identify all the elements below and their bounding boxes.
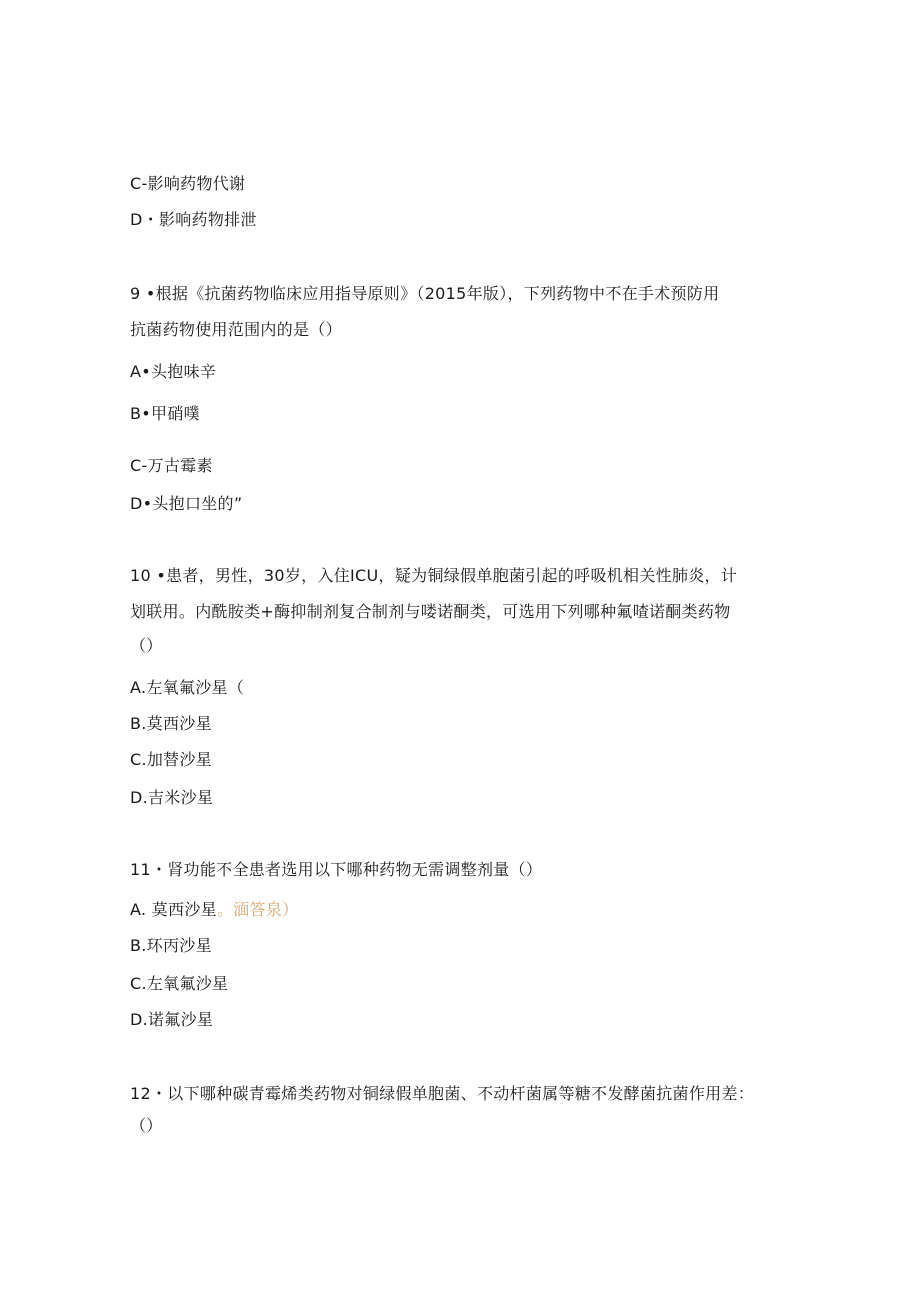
q10-option-d: D.吉米沙星: [130, 788, 214, 807]
q9-option-a: A•头抱味辛: [130, 362, 217, 381]
q10-stem-line1: 10 •患者，男性，30岁，入住ICU，疑为铜绿假单胞菌引起的呼吸机相关性肺炎，计: [130, 566, 738, 585]
q9-stem-line2: 抗菌药物使用范围内的是（）: [130, 320, 342, 339]
q11-option-b: B.环丙沙星: [130, 936, 212, 955]
q9-option-c: C-万古霉素: [130, 456, 213, 475]
q10-option-b: B.莫西沙星: [130, 714, 212, 733]
q11-option-c: C.左氧氟沙星: [130, 974, 229, 993]
q9-option-b: B•甲硝噗: [130, 404, 200, 423]
q8-option-c: C-影响药物代谢: [130, 174, 246, 193]
q12-stem-line2: （）: [130, 1116, 163, 1135]
q9-option-d: D•头抱口坐的”: [130, 494, 243, 513]
q10-stem-line2: 划联用。内酰胺类+酶抑制剂复合制剂与喽诺酮类，可选用下列哪种氟喳诺酮类药物: [130, 602, 731, 621]
q10-option-a: A.左氧氟沙星（: [130, 678, 245, 697]
q11-option-a-annotation: 。湎答泉）: [216, 900, 299, 919]
q11-option-a: [130, 900, 298, 920]
q11-option-a-text: A. 莫西沙星: [130, 900, 217, 919]
q11-stem: 11・肾功能不全患者选用以下哪种药物无需调整剂量（）: [130, 860, 543, 879]
q8-option-d: D・影响药物排泄: [130, 210, 257, 229]
q9-stem-line1: 9 •根据《抗菌药物临床应用指导原则》（2015年版），下列药物中不在手术预防用: [130, 284, 720, 303]
q10-option-c: C.加替沙星: [130, 750, 213, 769]
q10-stem-line3: （）: [130, 636, 163, 655]
q11-option-d: D.诺氟沙星: [130, 1010, 214, 1029]
q12-stem-line1: 12・以下哪种碳青霉烯类药物对铜绿假单胞菌、不动杆菌属等糖不发酵菌抗菌作用差：: [130, 1084, 755, 1103]
